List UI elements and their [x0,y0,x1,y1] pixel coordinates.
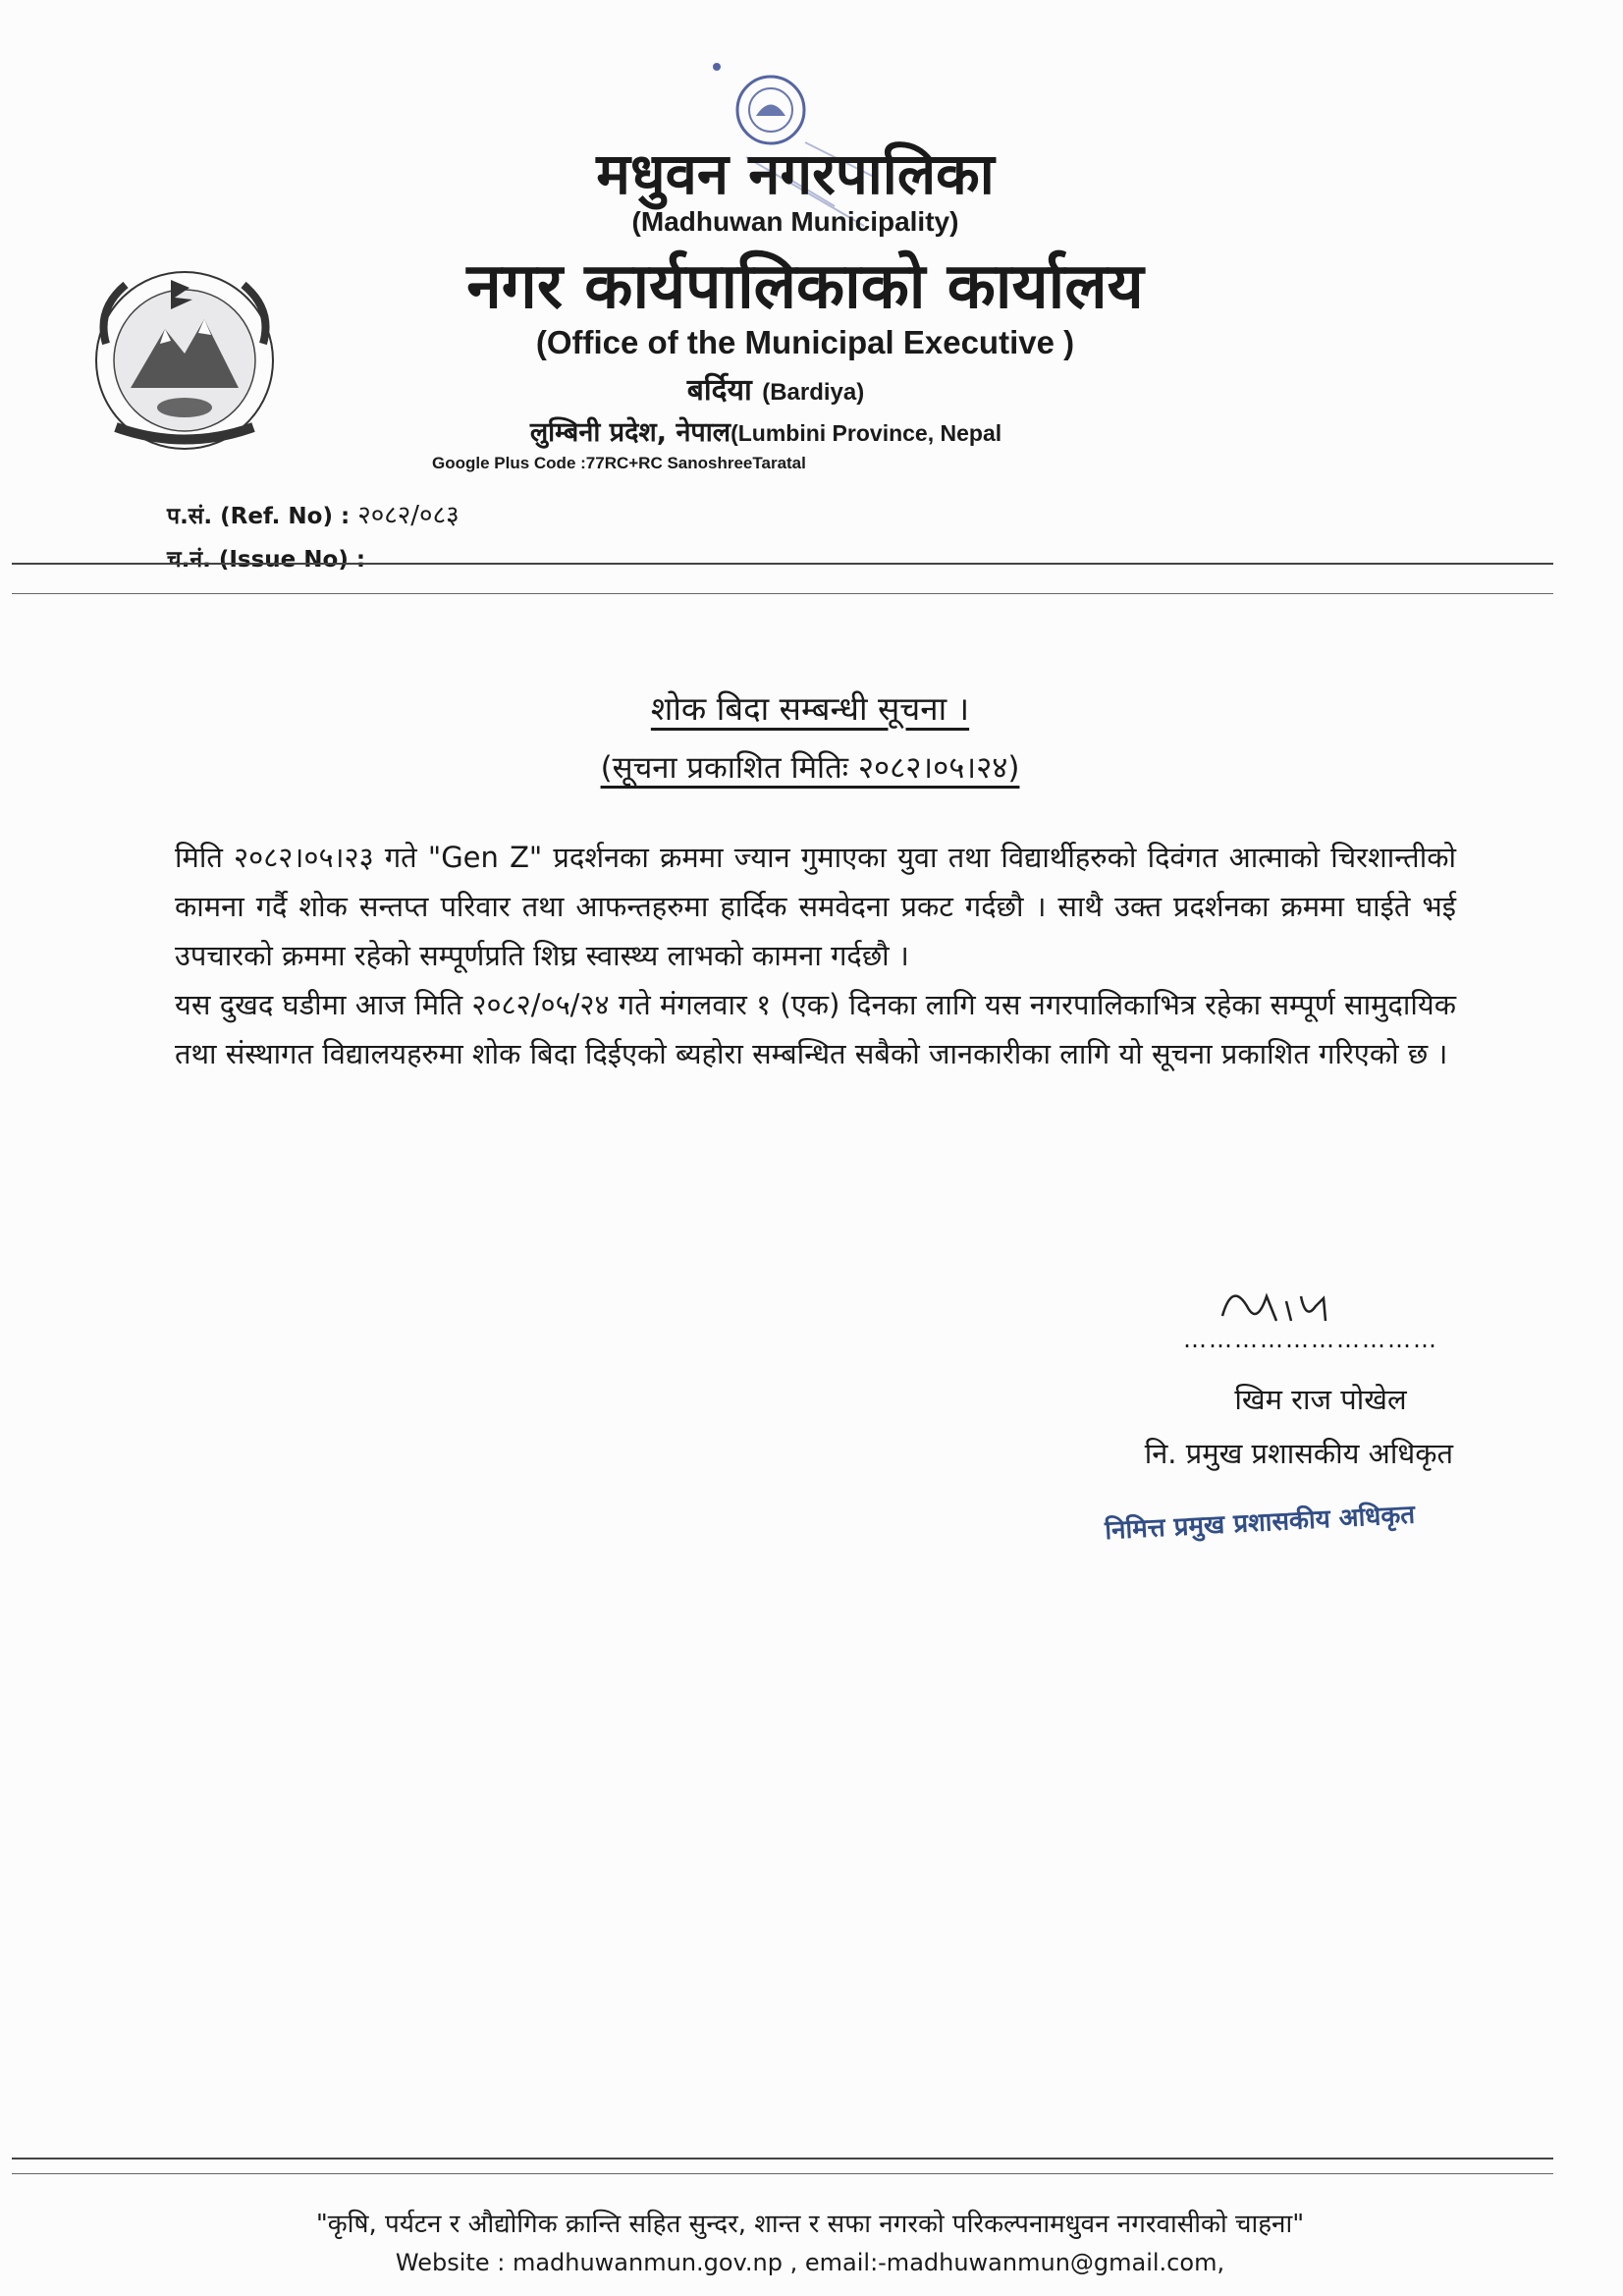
google-plus-code: Google Plus Code :77RC+RC SanoshreeTaratal [432,454,806,472]
office-name-english: (Office of the Municipal Executive ) [535,324,1075,360]
header-divider-secondary [12,593,1553,594]
officer-stamp: निमित्त प्रमुख प्रशासकीय अधिकृत [1104,1500,1416,1547]
notice-paragraph: यस दुखद घडीमा आज मिति २०८२/०५/२४ गते मंगलवार १ (एक) दिनका लागि यस नगरपालिकाभित्र रहेका सम्पूर्ण सामुदायिक तथा संस्थागत विद्यालयहरुमा शोक बिदा दिईएको ब्यहोरा सम्बन्धित सबैको जानकारीका लागि यो सूचना प्रकाशित गरिएको छ । [175,988,1456,1070]
notice-published-date: (सूचना प्रकाशित मितिः २०८२।०५।२४) [600,750,1020,786]
nepal-emblem-icon [77,250,293,462]
signatory-title: नि. प्रमुख प्रशासकीय अधिकृत [1144,1437,1453,1470]
footer-divider [12,2158,1553,2159]
district-line [569,368,982,409]
issue-number [167,542,365,574]
province-nepali: लुम्बिनी प्रदेश, नेपाल [529,417,731,448]
signature-line: ………………………… [1183,1326,1438,1353]
notice-title: शोक बिदा सम्बन्धी सूचना । [650,689,970,728]
office-name-nepali: नगर कार्यपालिकाको कार्यालय [466,250,1144,323]
notice-paragraph: मिति २०८२।०५।२३ गते "Gen Z" प्रदर्शनका क्रममा ज्यान गुमाएका युवा तथा विद्यार्थीहरुको दिवंगत आत्माको चिरशान्तीको कामना गर्दै शोक सन्तप्त परिवार तथा आफन्तहरुमा हार्दिक समवेदना प्रकट गर्दछौ । साथै उक्त प्रदर्शनका क्रममा घाईते भई उपचारको क्रममा रहेको सम्पूर्णप्रति शिघ्र स्वास्थ्य लाभको कामना गर्दछौ । [175,841,1456,972]
ref-value: २०८२/०८३ [357,501,460,530]
province-line [422,412,1109,449]
footer-contact: Website : madhuwanmun.gov.np , email:-madhuwanmun@gmail.com, [395,2249,1225,2276]
footer-divider-secondary [12,2173,1553,2174]
reference-number [167,496,460,531]
header-divider [12,563,1553,565]
signatory-name: खिम राज पोखेल [1234,1383,1407,1416]
municipality-name-nepali: मधुवन नगरपालिका [596,140,995,207]
issue-label: च.नं. (Issue No) : [167,547,366,573]
district-nepali: बर्दिया [686,373,752,408]
ref-label: प.सं. (Ref. No) : [167,504,351,529]
province-english: (Lumbini Province, Nepal [730,420,1002,446]
notice-body [175,833,1456,1078]
district-english: (Bardiya) [762,379,865,406]
footer-slogan: "कृषि, पर्यटन र औद्योगिक क्रान्ति सहित सुन्दर, शान्त र सफा नगरको परिकल्पनामधुवन नगरवासीको चाहना" [315,2210,1305,2239]
municipality-name-english: (Madhuwan Municipality) [631,206,959,237]
